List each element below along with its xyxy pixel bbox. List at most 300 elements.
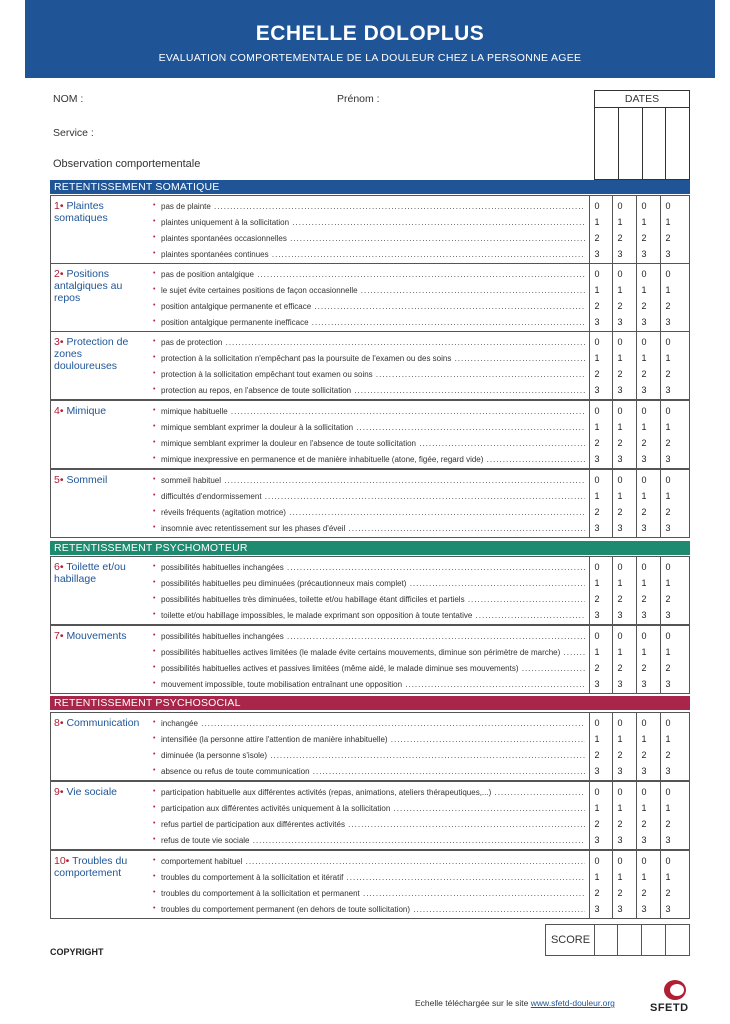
score-option[interactable]: 2 <box>665 663 671 673</box>
score-option[interactable]: 3 <box>665 904 671 914</box>
score-option[interactable]: 2 <box>641 819 647 829</box>
score-option[interactable]: 3 <box>665 385 671 395</box>
section-header: RETENTISSEMENT PSYCHOSOCIAL <box>50 696 690 710</box>
score-option[interactable]: 0 <box>641 201 647 211</box>
page-subtitle: EVALUATION COMPORTEMENTALE DE LA DOULEUR CHEZ LA PERSONNE AGEE <box>158 52 582 64</box>
nom-label: NOM : <box>53 93 84 105</box>
score-option[interactable]: 0 <box>665 406 671 416</box>
bullet-icon: • <box>153 648 156 655</box>
score-option[interactable]: 3 <box>641 679 647 689</box>
score-option[interactable]: 3 <box>617 317 623 327</box>
score-option[interactable]: 0 <box>617 269 623 279</box>
bullet-icon: • <box>153 202 156 209</box>
score-option[interactable]: 2 <box>617 750 623 760</box>
criterion-text: refus partiel de participation aux différentes activités ..... <box>161 820 585 829</box>
score-option[interactable]: 1 <box>594 217 600 227</box>
score-option[interactable]: 1 <box>594 491 600 501</box>
score-option[interactable]: 1 <box>641 353 647 363</box>
score-option[interactable]: 3 <box>594 249 600 259</box>
score-option[interactable]: 1 <box>617 422 623 432</box>
score-option[interactable]: 3 <box>641 523 647 533</box>
score-option[interactable]: 1 <box>617 803 623 813</box>
score-option[interactable]: 3 <box>594 766 600 776</box>
score-option[interactable]: 3 <box>617 835 623 845</box>
score-option[interactable]: 1 <box>617 353 623 363</box>
criterion-row <box>153 870 689 886</box>
item-name: Sommeil <box>66 474 108 486</box>
score-option[interactable]: 1 <box>617 491 623 501</box>
score-option[interactable]: 0 <box>617 631 623 641</box>
score-option[interactable]: 0 <box>641 337 647 347</box>
bullet-icon: • <box>153 857 156 864</box>
criterion-row <box>153 677 689 693</box>
score-option[interactable]: 3 <box>594 835 600 845</box>
score-option[interactable]: 0 <box>617 856 623 866</box>
score-option[interactable]: 0 <box>617 562 623 572</box>
score-option[interactable]: 3 <box>594 904 600 914</box>
score-option[interactable]: 2 <box>641 663 647 673</box>
score-option[interactable]: 3 <box>665 835 671 845</box>
section-header: RETENTISSEMENT SOMATIQUE <box>50 180 690 194</box>
score-option[interactable]: 0 <box>641 631 647 641</box>
score-option[interactable]: 1 <box>594 422 600 432</box>
score-option[interactable]: 0 <box>594 337 600 347</box>
score-option[interactable]: 1 <box>665 803 671 813</box>
criterion-row <box>153 576 689 592</box>
score-option[interactable]: 2 <box>594 301 600 311</box>
bullet-icon: • <box>153 439 156 446</box>
score-option[interactable]: 2 <box>641 594 647 604</box>
score-option[interactable]: 3 <box>665 317 671 327</box>
sfetd-logo <box>650 980 705 1018</box>
score-option[interactable]: 3 <box>641 766 647 776</box>
criterion-text: difficultés d'endormissement ..... <box>161 492 585 501</box>
score-option[interactable]: 2 <box>594 233 600 243</box>
bullet-icon: • <box>153 820 156 827</box>
header-banner <box>25 0 715 78</box>
item-number: 3• <box>54 336 64 348</box>
score-option[interactable]: 1 <box>665 734 671 744</box>
item-category <box>54 561 144 585</box>
score-option[interactable]: 2 <box>617 369 623 379</box>
item-number: 8• <box>54 717 64 729</box>
score-option[interactable]: 1 <box>641 872 647 882</box>
score-option[interactable]: 3 <box>665 249 671 259</box>
bullet-icon: • <box>153 836 156 843</box>
item-name: Plaintes somatiques <box>54 200 108 224</box>
bullet-icon: • <box>153 476 156 483</box>
criterion-row <box>153 748 689 764</box>
criterion-text: insomnie avec retentissement sur les phases d'éveil ..... <box>161 524 585 533</box>
criterion-row <box>153 833 689 849</box>
bullet-icon: • <box>153 270 156 277</box>
bullet-icon: • <box>153 370 156 377</box>
score-option[interactable]: 2 <box>641 750 647 760</box>
bullet-icon: • <box>153 873 156 880</box>
score-option[interactable]: 0 <box>641 562 647 572</box>
score-option[interactable]: 1 <box>641 422 647 432</box>
score-option[interactable]: 2 <box>594 507 600 517</box>
score-option[interactable]: 1 <box>617 647 623 657</box>
criterion-text: plaintes spontanées continues ..... <box>161 250 585 259</box>
footer-link[interactable]: www.sfetd-douleur.org <box>530 998 615 1008</box>
criterion-row <box>153 367 689 383</box>
score-option[interactable]: 1 <box>594 353 600 363</box>
criterion-row <box>153 817 689 833</box>
score-option[interactable]: 1 <box>594 734 600 744</box>
bullet-icon: • <box>153 386 156 393</box>
score-option[interactable]: 0 <box>641 269 647 279</box>
bullet-icon: • <box>153 407 156 414</box>
score-option[interactable]: 1 <box>641 217 647 227</box>
score-option[interactable]: 1 <box>594 578 600 588</box>
score-option[interactable]: 0 <box>665 718 671 728</box>
score-option[interactable]: 3 <box>617 454 623 464</box>
criterion-text: protection à la sollicitation empêchant tout examen ou soins ..... <box>161 370 585 379</box>
score-option[interactable]: 2 <box>641 301 647 311</box>
score-option[interactable]: 3 <box>641 904 647 914</box>
criterion-row <box>153 645 689 661</box>
bullet-icon: • <box>153 751 156 758</box>
score-option[interactable]: 3 <box>665 679 671 689</box>
score-option[interactable]: 1 <box>594 803 600 813</box>
score-option[interactable]: 0 <box>594 201 600 211</box>
score-option[interactable]: 0 <box>617 406 623 416</box>
score-option[interactable]: 3 <box>594 610 600 620</box>
score-option[interactable]: 3 <box>594 317 600 327</box>
bullet-icon: • <box>153 579 156 586</box>
score-option[interactable]: 0 <box>665 337 671 347</box>
score-option[interactable]: 3 <box>665 523 671 533</box>
criterion-text: absence ou refus de toute communication ..... <box>161 767 585 776</box>
score-option[interactable]: 3 <box>594 454 600 464</box>
bullet-icon: • <box>153 423 156 430</box>
criterion-row <box>153 420 689 436</box>
item-number: 10• <box>54 855 70 867</box>
score-option[interactable]: 2 <box>617 663 623 673</box>
item-number: 2• <box>54 268 64 280</box>
criterion-row <box>153 299 689 315</box>
score-option[interactable]: 3 <box>641 610 647 620</box>
criterion-text: mimique semblant exprimer la douleur à la sollicitation ..... <box>161 423 585 432</box>
item-number: 7• <box>54 630 64 642</box>
score-option[interactable]: 2 <box>665 301 671 311</box>
score-option[interactable]: 2 <box>617 594 623 604</box>
criterion-text: intensifiée (la personne attire l'attention de manière inhabituelle) ..... <box>161 735 585 744</box>
criterion-text: mimique habituelle ..... <box>161 407 585 416</box>
score-option[interactable]: 1 <box>617 285 623 295</box>
score-option[interactable]: 2 <box>594 888 600 898</box>
score-option[interactable]: 2 <box>665 369 671 379</box>
dates-header: DATES <box>595 91 689 108</box>
score-option[interactable]: 3 <box>665 454 671 464</box>
page-title: ECHELLE DOLOPLUS <box>255 22 485 45</box>
score-option[interactable]: 2 <box>594 369 600 379</box>
criterion-text: protection à la sollicitation n'empêchant pas la poursuite de l'examen ou des soins ..... <box>161 354 585 363</box>
score-option[interactable]: 3 <box>617 904 623 914</box>
score-option[interactable]: 0 <box>594 562 600 572</box>
criterion-text: possibilités habituelles inchangées ..... <box>161 632 585 641</box>
score-option[interactable]: 3 <box>617 766 623 776</box>
score-option[interactable]: 3 <box>665 610 671 620</box>
score-option[interactable]: 2 <box>617 301 623 311</box>
criterion-row <box>153 801 689 817</box>
item-name: Troubles du comportement <box>54 855 128 879</box>
criterion-text: possibilités habituelles peu diminuées (précautionneux mais complet) ..... <box>161 579 585 588</box>
score-option[interactable]: 0 <box>665 562 671 572</box>
score-option[interactable]: 1 <box>594 285 600 295</box>
date-column[interactable] <box>595 108 619 180</box>
item-category <box>54 786 144 798</box>
item-name: Toilette et/ou habillage <box>54 561 126 585</box>
score-option[interactable]: 3 <box>617 249 623 259</box>
criterion-row <box>153 247 689 263</box>
observation-label: Observation comportementale <box>53 158 201 170</box>
score-option[interactable]: 1 <box>641 578 647 588</box>
scale-item <box>50 712 690 781</box>
score-option[interactable]: 1 <box>641 491 647 501</box>
bullet-icon: • <box>153 218 156 225</box>
scale-item <box>50 781 690 850</box>
criterion-text: pas de position antalgique ..... <box>161 270 585 279</box>
score-option[interactable]: 3 <box>617 610 623 620</box>
section-header: RETENTISSEMENT PSYCHOMOTEUR <box>50 541 690 555</box>
criterion-text: possibilités habituelles actives et passives limitées (même aidé, le malade diminue ses mouvements) ..... <box>161 664 585 673</box>
score-option[interactable]: 2 <box>641 888 647 898</box>
criterion-row <box>153 473 689 489</box>
score-option[interactable]: 0 <box>665 856 671 866</box>
score-option[interactable]: 3 <box>641 385 647 395</box>
score-option[interactable]: 2 <box>665 233 671 243</box>
item-name: Positions antalgiques au repos <box>54 268 123 304</box>
score-option[interactable]: 2 <box>665 438 671 448</box>
score-option[interactable]: 3 <box>617 385 623 395</box>
score-option[interactable]: 1 <box>665 217 671 227</box>
bullet-icon: • <box>153 250 156 257</box>
score-option[interactable]: 3 <box>617 679 623 689</box>
score-option[interactable]: 0 <box>594 856 600 866</box>
score-option[interactable]: 2 <box>641 438 647 448</box>
item-name: Vie sociale <box>66 786 118 798</box>
score-option[interactable]: 2 <box>665 750 671 760</box>
criterion-text: protection au repos, en l'absence de toute sollicitation ..... <box>161 386 585 395</box>
score-option[interactable]: 2 <box>594 438 600 448</box>
score-option[interactable]: 2 <box>617 233 623 243</box>
score-option[interactable]: 0 <box>665 787 671 797</box>
criterion-row <box>153 335 689 351</box>
score-option[interactable]: 2 <box>617 888 623 898</box>
criterion-row <box>153 785 689 801</box>
criterion-row <box>153 215 689 231</box>
score-option[interactable]: 1 <box>594 872 600 882</box>
criterion-row <box>153 886 689 902</box>
score-option[interactable]: 0 <box>594 631 600 641</box>
bullet-icon: • <box>153 719 156 726</box>
score-option[interactable]: 2 <box>641 507 647 517</box>
item-category <box>54 630 144 642</box>
bullet-icon: • <box>153 302 156 309</box>
score-box <box>545 924 690 956</box>
score-option[interactable]: 1 <box>617 217 623 227</box>
score-option[interactable]: 2 <box>594 819 600 829</box>
criterion-text: inchangée ..... <box>161 719 585 728</box>
item-name: Communication <box>66 717 140 729</box>
score-option[interactable]: 2 <box>617 819 623 829</box>
score-option[interactable]: 0 <box>617 475 623 485</box>
score-option[interactable]: 0 <box>665 201 671 211</box>
criterion-row <box>153 764 689 780</box>
criterion-row <box>153 732 689 748</box>
score-option[interactable]: 0 <box>641 787 647 797</box>
score-option[interactable]: 3 <box>594 385 600 395</box>
score-option[interactable]: 1 <box>641 647 647 657</box>
score-option[interactable]: 1 <box>617 578 623 588</box>
item-category <box>54 405 144 417</box>
score-option[interactable]: 1 <box>665 353 671 363</box>
score-option[interactable]: 0 <box>665 269 671 279</box>
date-column[interactable] <box>666 108 689 180</box>
criterion-text: position antalgique permanente inefficace ..... <box>161 318 585 327</box>
criterion-row <box>153 661 689 677</box>
item-category <box>54 336 144 372</box>
score-option[interactable]: 1 <box>641 803 647 813</box>
criterion-row <box>153 608 689 624</box>
score-option[interactable]: 2 <box>665 819 671 829</box>
score-option[interactable]: 2 <box>594 750 600 760</box>
item-category <box>54 855 144 879</box>
criterion-text: plaintes uniquement à la sollicitation ..... <box>161 218 585 227</box>
score-option[interactable]: 2 <box>594 594 600 604</box>
score-option[interactable]: 2 <box>617 507 623 517</box>
item-category <box>54 474 144 486</box>
criterion-row <box>153 231 689 247</box>
bullet-icon: • <box>153 767 156 774</box>
score-option[interactable]: 0 <box>594 406 600 416</box>
item-category <box>54 200 144 224</box>
scale-item <box>50 625 690 694</box>
item-name: Protection de zones douloureuses <box>54 336 129 372</box>
score-option[interactable]: 1 <box>594 647 600 657</box>
date-column[interactable] <box>619 108 643 180</box>
score-option[interactable]: 1 <box>665 422 671 432</box>
score-option[interactable]: 3 <box>594 523 600 533</box>
item-number: 5• <box>54 474 64 486</box>
scale-item <box>50 556 690 625</box>
criterion-text: réveils fréquents (agitation motrice) ..... <box>161 508 585 517</box>
criterion-text: possibilités habituelles très diminuées, toilette et/ou habillage étant difficiles et partiels ..... <box>161 595 585 604</box>
score-option[interactable]: 2 <box>665 594 671 604</box>
criterion-row <box>153 404 689 420</box>
score-option[interactable]: 0 <box>594 787 600 797</box>
criterion-text: troubles du comportement à la sollicitation et itératif ..... <box>161 873 585 882</box>
score-option[interactable]: 0 <box>641 718 647 728</box>
scale-item <box>50 850 690 919</box>
item-category <box>54 268 144 304</box>
score-option[interactable]: 1 <box>665 578 671 588</box>
score-option[interactable]: 0 <box>641 475 647 485</box>
score-option[interactable]: 0 <box>594 269 600 279</box>
bullet-icon: • <box>153 492 156 499</box>
criterion-row <box>153 489 689 505</box>
criterion-text: troubles du comportement à la sollicitation et permanent ..... <box>161 889 585 898</box>
dates-grid <box>594 90 690 180</box>
score-option[interactable]: 0 <box>665 631 671 641</box>
score-option[interactable]: 0 <box>665 475 671 485</box>
criterion-text: possibilités habituelles inchangées ..... <box>161 563 585 572</box>
score-option[interactable]: 3 <box>641 317 647 327</box>
criterion-row <box>153 199 689 215</box>
score-option[interactable]: 3 <box>641 249 647 259</box>
score-option[interactable]: 0 <box>617 337 623 347</box>
bullet-icon: • <box>153 735 156 742</box>
score-option[interactable]: 2 <box>641 233 647 243</box>
score-option[interactable]: 1 <box>617 734 623 744</box>
criterion-row <box>153 436 689 452</box>
scale-item <box>50 331 690 400</box>
bullet-icon: • <box>153 234 156 241</box>
criterion-row <box>153 383 689 399</box>
bullet-icon: • <box>153 804 156 811</box>
score-option[interactable]: 2 <box>665 888 671 898</box>
score-option[interactable]: 1 <box>665 872 671 882</box>
score-option[interactable]: 2 <box>617 438 623 448</box>
bullet-icon: • <box>153 680 156 687</box>
score-option[interactable]: 2 <box>594 663 600 673</box>
footer-text: Echelle téléchargée sur le site <box>415 998 529 1008</box>
date-column[interactable] <box>643 108 667 180</box>
score-option[interactable]: 3 <box>641 454 647 464</box>
score-option[interactable]: 3 <box>665 766 671 776</box>
bullet-icon: • <box>153 595 156 602</box>
score-option[interactable]: 3 <box>641 835 647 845</box>
logo-text: SFETD <box>650 1002 689 1014</box>
criterion-text: pas de plainte ..... <box>161 202 585 211</box>
score-option[interactable]: 2 <box>641 369 647 379</box>
score-option[interactable]: 3 <box>617 523 623 533</box>
criterion-text: comportement habituel ..... <box>161 857 585 866</box>
criterion-text: mimique semblant exprimer la douleur en l'absence de toute sollicitation ..... <box>161 439 585 448</box>
scale-item <box>50 195 690 264</box>
criterion-text: sommeil habituel ..... <box>161 476 585 485</box>
criterion-row <box>153 716 689 732</box>
criterion-text: plaintes spontanées occasionnelles ..... <box>161 234 585 243</box>
criterion-row <box>153 283 689 299</box>
score-option[interactable]: 1 <box>617 872 623 882</box>
score-option[interactable]: 1 <box>641 285 647 295</box>
score-option[interactable]: 0 <box>641 856 647 866</box>
service-label: Service : <box>53 127 94 139</box>
score-option[interactable]: 1 <box>665 285 671 295</box>
criterion-row <box>153 452 689 468</box>
score-option[interactable]: 0 <box>617 718 623 728</box>
bullet-icon: • <box>153 563 156 570</box>
score-option[interactable]: 0 <box>594 718 600 728</box>
criterion-text: mimique inexpressive en permanence et de manière inhabituelle (atone, figée, regard vide) ..... <box>161 455 585 464</box>
score-option[interactable]: 1 <box>665 491 671 501</box>
score-option[interactable]: 0 <box>641 406 647 416</box>
criterion-row <box>153 521 689 537</box>
criterion-row <box>153 560 689 576</box>
criterion-row <box>153 505 689 521</box>
score-option[interactable]: 0 <box>594 475 600 485</box>
score-option[interactable]: 1 <box>665 647 671 657</box>
score-option[interactable]: 0 <box>617 201 623 211</box>
score-option[interactable]: 0 <box>617 787 623 797</box>
item-name: Mouvements <box>66 630 127 642</box>
score-option[interactable]: 2 <box>665 507 671 517</box>
score-option[interactable]: 3 <box>594 679 600 689</box>
score-option[interactable]: 1 <box>641 734 647 744</box>
